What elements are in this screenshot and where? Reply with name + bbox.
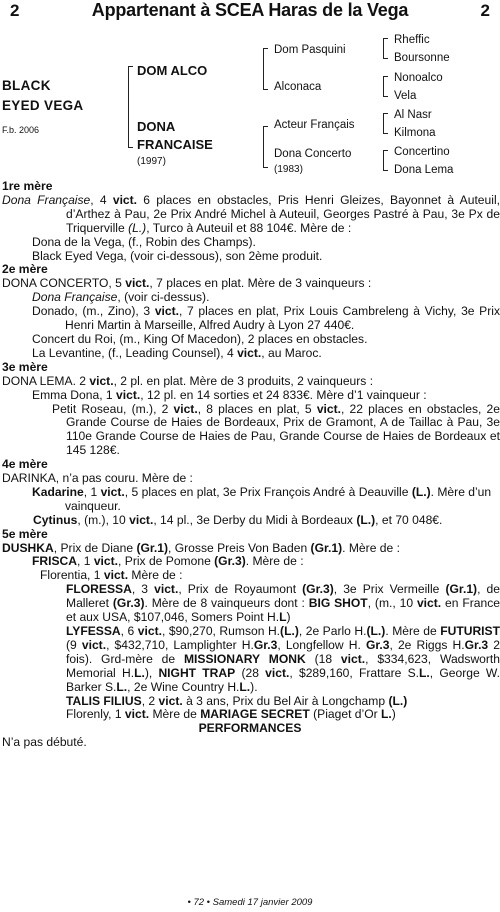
- t: Dona Française: [32, 290, 118, 305]
- gen3-3: Nonoalco: [394, 72, 443, 84]
- t: , 12 pl. en 14 sorties et 24 833€. Mère d’1 vainqueur :: [140, 387, 427, 402]
- t: Florenly, 1: [66, 707, 125, 722]
- produce-line: [0, 708, 500, 722]
- t: (Gr.3): [214, 554, 246, 569]
- t: , Prix de Diane: [53, 540, 137, 555]
- t: , 7 places en plat. Mère de 3 vainqueurs :: [149, 276, 372, 291]
- t: vict.: [129, 512, 154, 527]
- t: Emma Dona, 1: [32, 387, 117, 402]
- produce-line: Dona de la Vega, (f., Robin des Champs).: [32, 234, 256, 249]
- t: vict.: [173, 401, 198, 416]
- horse-name-line2: EYED VEGA: [2, 98, 84, 113]
- t: , 6: [120, 624, 138, 638]
- t: (L.): [280, 624, 299, 638]
- gen3-1: Rheffic: [394, 34, 430, 46]
- t: Cytinus: [33, 512, 78, 527]
- t: , 2: [141, 693, 159, 708]
- section-2e-mere: 2e mère: [2, 262, 48, 277]
- t: , George W. Barker S.: [66, 665, 500, 694]
- t: vict.: [116, 387, 141, 402]
- gen2-year: (1983): [274, 164, 303, 175]
- sire-name: DOM ALCO: [137, 63, 208, 78]
- t: FLORESSA: [66, 582, 132, 597]
- t: . Mère d’un vainqueur.: [65, 484, 492, 513]
- t: , 1: [77, 554, 94, 569]
- t: vict.: [103, 568, 129, 583]
- t: vict.: [112, 192, 138, 207]
- t: vict.: [316, 401, 342, 416]
- t: , (voir ci-dessus).: [117, 290, 210, 305]
- t: , de Malleret: [66, 582, 500, 611]
- gen2-2: Alconaca: [274, 81, 322, 93]
- t: , (m.), 10: [77, 512, 130, 527]
- t: , au Maroc.: [261, 345, 322, 360]
- produce-line: [0, 291, 500, 305]
- page-number-right: 2: [480, 1, 490, 20]
- t: L.: [419, 665, 430, 680]
- t: vict.: [154, 582, 179, 597]
- t: Gr.3: [365, 637, 390, 652]
- t: à 3 ans, Prix du Bel Air à Longchamp: [182, 693, 389, 708]
- t: vict.: [100, 484, 125, 499]
- t: Petit Roseau, (m.), 2: [52, 401, 174, 416]
- t: ): [391, 707, 396, 722]
- t: TALIS FILIUS: [66, 693, 142, 708]
- t: ).: [250, 679, 258, 694]
- performances-heading: PERFORMANCES: [198, 721, 302, 736]
- t: en France et aux USA, $107,046, Somers Point H.: [66, 596, 500, 625]
- produce-line: [0, 583, 500, 625]
- t: DONA CONCERTO, 5: [2, 276, 126, 291]
- section-3e-mere: 3e mère: [2, 359, 48, 374]
- t: vict.: [89, 373, 114, 388]
- t: MISSIONARY MONK: [183, 651, 306, 666]
- t: La Levantine, (f., Leading Counsel), 4: [32, 345, 238, 360]
- bracket-gen3-4: [383, 150, 388, 171]
- t: (9: [66, 637, 82, 652]
- t: (Piaget d’Or: [309, 707, 381, 722]
- bracket-gen3-1: [383, 38, 388, 59]
- t: Gr.3: [464, 637, 489, 652]
- t: Dona Française: [2, 192, 91, 207]
- t: ): [286, 610, 291, 625]
- t: , Prix de Royaumont: [178, 582, 303, 597]
- t: , 22 places en obstacles, 2e Grande Course de Haies de Bordeaux, Prix de Gramont, A de Taillac à Pau, 3e 110e Grande Course de Haies de Pau, Grande Course de Haies de Bordeaux et 145 128€.: [66, 401, 500, 458]
- produce-line: [0, 389, 500, 403]
- t: vict.: [154, 304, 180, 319]
- gen3-6: Kilmona: [394, 127, 436, 139]
- t: Florentia, 1: [40, 568, 104, 583]
- t: vict.: [124, 707, 150, 722]
- t: , (m., 10: [367, 596, 417, 611]
- t: Mère de :: [128, 568, 183, 583]
- t: . Mère de 8 vainqueurs dont :: [144, 596, 309, 611]
- page-header: [0, 0, 500, 22]
- bracket-gen2-top: [263, 48, 268, 90]
- t: , 14 pl., 3e Derby du Midi à Bordeaux: [153, 512, 357, 527]
- t: , 2 pl. en plat. Mère de 3 produits, 2 vainqueurs :: [113, 373, 374, 388]
- t: DUSHKA: [2, 540, 54, 555]
- t: , 8 places en plat, 5: [197, 401, 317, 416]
- pedigree-table: [0, 30, 500, 180]
- section-4e-mere: 4e mère: [2, 457, 48, 472]
- bracket-gen1: [128, 66, 133, 148]
- t: (L.): [356, 512, 376, 527]
- t: Mère de: [149, 707, 201, 722]
- gen3-5: Al Nasr: [394, 109, 432, 121]
- page-number-left: 2: [10, 1, 20, 20]
- t: , Turco à Auteuil et 88 104€. Mère de :: [146, 220, 352, 235]
- t: , Prix de Pomone: [118, 554, 215, 569]
- horse-name: BLACK: [2, 78, 51, 93]
- t: , 2e Parlo H.: [298, 624, 367, 638]
- t: , et 70 048€.: [375, 512, 443, 527]
- t: , $90,270, Rumson H.: [161, 624, 281, 638]
- birth-info: F.b. 2006: [2, 125, 40, 135]
- t: (Gr.1): [310, 540, 343, 555]
- t: L.: [239, 679, 251, 694]
- produce-line: Concert du Roi, (m., King Of Macedon), 2 places en obstacles.: [32, 331, 368, 346]
- t: vict.: [265, 665, 290, 680]
- t: vict.: [416, 596, 442, 611]
- t: FRISCA: [32, 554, 78, 569]
- t: , $432,710, Lamplighter H.: [106, 637, 254, 652]
- t: (L.): [366, 624, 386, 638]
- t: , 7 places en plat, Prix Louis Cambreleng à Vichy, 3e Prix Henri Martin à Marseille, Alfred Audry à Lyon 27 440€.: [65, 304, 500, 333]
- t: , Grosse Preis Von Baden: [168, 540, 311, 555]
- dam-2-description: [0, 277, 500, 291]
- t: (L.): [128, 220, 147, 235]
- gen3-8: Dona Lema: [394, 164, 454, 176]
- t: MARIAGE SECRET: [200, 707, 310, 722]
- t: vict.: [125, 276, 150, 291]
- dam-name-line2: FRANCAISE: [137, 137, 213, 152]
- t: (Gr.3): [112, 596, 145, 611]
- section-5e-mere: 5e mère: [2, 526, 48, 541]
- t: L: [279, 610, 287, 625]
- produce-line: [0, 555, 500, 569]
- t: (18: [305, 651, 341, 666]
- t: . Mère de :: [245, 554, 304, 569]
- t: vict.: [137, 624, 162, 638]
- t: . Mère de: [385, 624, 441, 638]
- t: , 3: [131, 582, 155, 597]
- t: L.: [381, 707, 392, 722]
- produce-line: [0, 514, 500, 528]
- t: DONA LEMA. 2: [2, 373, 90, 388]
- bracket-gen3-2: [383, 76, 388, 97]
- t: (L.): [388, 693, 408, 708]
- t: BIG SHOT: [308, 596, 368, 611]
- t: vict.: [340, 651, 366, 666]
- produce-line: Black Eyed Vega, (voir ci-dessous), son 2ème produit.: [32, 248, 323, 263]
- t: vict.: [81, 637, 107, 652]
- gen3-7: Concertino: [394, 146, 450, 158]
- dam-4-description: DARINKA, n’a pas couru. Mère de :: [2, 471, 193, 486]
- produce-line: [0, 403, 500, 459]
- t: (L.): [411, 484, 431, 499]
- produce-line: [0, 347, 500, 361]
- page-title: Appartenant à SCEA Haras de la Vega: [91, 0, 409, 20]
- t: L.: [134, 665, 145, 680]
- t: Kadarine: [32, 484, 84, 499]
- t: vict.: [93, 554, 119, 569]
- t: 6 places en obstacles, Pris Henri Gleizes, Bayonnet à Auteuil, d’Arthez à Pau, 2e Prix André Michel à Auteuil, Georges Pastré à Pau, 3e Px de Triquerville: [66, 192, 500, 235]
- gen2-3: Acteur Français: [274, 119, 355, 131]
- produce-line: [0, 569, 500, 583]
- dam-5-description: [0, 542, 500, 556]
- gen2-1: Dom Pasquini: [274, 44, 346, 56]
- t: , 4: [90, 192, 113, 207]
- bracket-gen2-bottom: [263, 126, 268, 168]
- dam-name: DONA: [137, 119, 176, 134]
- produce-line: [0, 486, 500, 514]
- t: LYFESSA: [66, 624, 121, 638]
- t: , 5 places en plat, 3e Prix François André à Deauville: [124, 484, 412, 499]
- t: ),: [144, 665, 159, 680]
- page-footer: • 72 • Samedi 17 janvier 2009: [187, 897, 313, 908]
- bracket-gen3-3: [383, 113, 388, 134]
- t: , 2e Riggs H.: [389, 637, 465, 652]
- t: L.: [116, 679, 128, 694]
- t: (Gr.3): [302, 582, 334, 597]
- t: (Gr.1): [445, 582, 478, 597]
- t: , Longfellow H.: [277, 637, 366, 652]
- t: FUTURIST: [440, 624, 500, 638]
- t: , $334,623, Wadsworth Memorial H.: [66, 651, 500, 680]
- t: , 1: [83, 484, 101, 499]
- t: Gr.3: [253, 637, 278, 652]
- t: Donado, (m., Zino), 3: [32, 304, 155, 319]
- dam-year: (1997): [137, 156, 166, 167]
- section-1re-mere: 1re mère: [2, 179, 53, 193]
- t: 2 fois). Grd-mère de: [66, 637, 500, 666]
- pedigree-notes: [0, 180, 500, 750]
- produce-line: [0, 625, 500, 695]
- gen3-2: Boursonne: [394, 52, 450, 64]
- t: (Gr.1): [136, 540, 169, 555]
- produce-line: [0, 305, 500, 333]
- produce-line: [0, 695, 500, 709]
- gen3-4: Vela: [394, 90, 417, 102]
- t: , 2e Wine Country H.: [127, 679, 240, 694]
- t: vict.: [237, 345, 262, 360]
- t: . Mère de :: [342, 540, 400, 555]
- t: , $289,160, Frattare S.: [289, 665, 419, 680]
- t: vict.: [158, 693, 183, 708]
- t: NIGHT TRAP: [158, 665, 236, 680]
- performances-text: N’a pas débuté.: [2, 735, 87, 750]
- dam-1-description: [0, 194, 500, 236]
- t: (28: [235, 665, 266, 680]
- dam-3-description: [0, 375, 500, 389]
- t: , 3e Prix Vermeille: [333, 582, 446, 597]
- gen2-4: Dona Concerto: [274, 148, 352, 160]
